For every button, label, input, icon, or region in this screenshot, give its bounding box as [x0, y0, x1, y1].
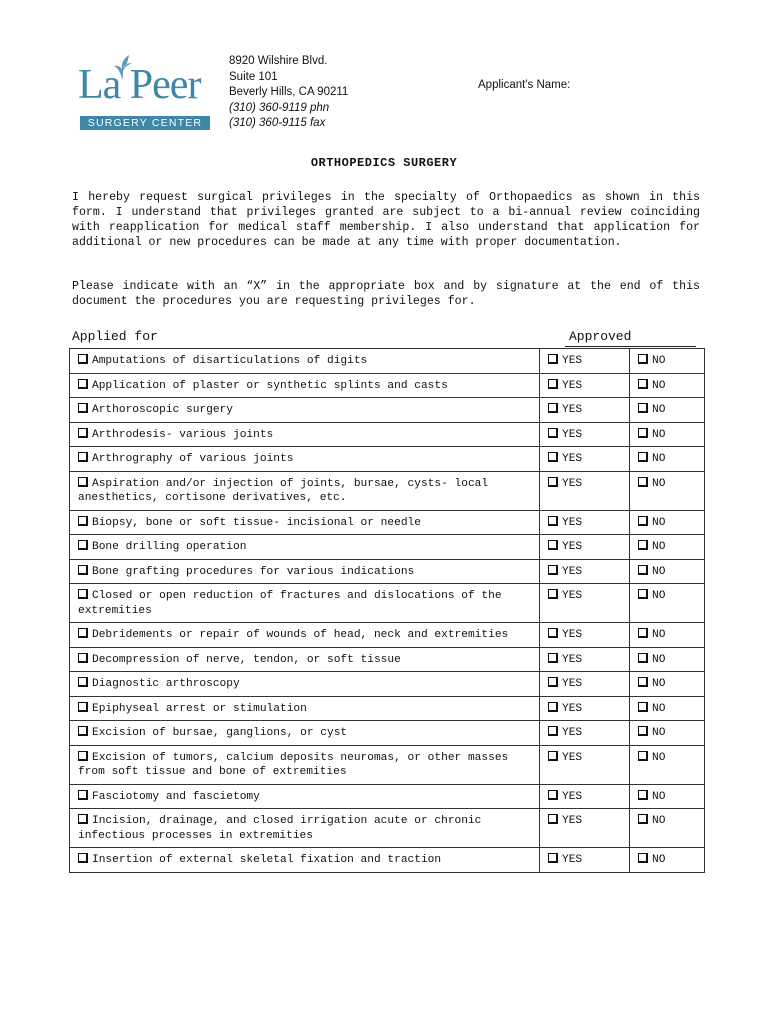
no-label: NO [652, 428, 666, 441]
yes-label: YES [562, 565, 583, 578]
procedure-cell [70, 647, 540, 672]
yes-cell [540, 422, 630, 447]
no-checkbox[interactable] [638, 565, 648, 575]
applied-checkbox[interactable] [78, 354, 88, 364]
procedure-label: Decompression of nerve, tendon, or soft tissue [92, 653, 401, 666]
page-title: ORTHOPEDICS SURGERY [310, 156, 458, 170]
procedure-cell [70, 535, 540, 560]
no-label: NO [652, 653, 666, 666]
yes-checkbox[interactable] [548, 814, 558, 824]
procedure-cell [70, 398, 540, 423]
yes-label: YES [562, 590, 583, 602]
procedure-label: Epiphyseal arrest or stimulation [92, 702, 307, 715]
address-line: Suite 101 [229, 70, 278, 83]
table-row [70, 672, 705, 697]
yes-checkbox[interactable] [548, 540, 558, 550]
applied-checkbox[interactable] [78, 452, 88, 462]
no-cell [630, 721, 705, 746]
no-label: NO [652, 815, 666, 827]
no-label: NO [652, 355, 666, 367]
yes-label: YES [562, 727, 583, 739]
table-row [70, 398, 705, 423]
no-label: NO [652, 477, 666, 490]
no-cell [630, 784, 705, 809]
no-label: NO [652, 541, 666, 553]
no-cell [630, 672, 705, 697]
procedure-label: Excision of bursae, ganglions, or cyst [92, 727, 348, 739]
no-label: NO [652, 790, 666, 803]
yes-cell [540, 784, 630, 809]
procedure-cell [70, 510, 540, 535]
table-row [70, 373, 705, 398]
procedure-cell [70, 809, 540, 848]
yes-cell [540, 848, 630, 873]
applied-checkbox[interactable] [78, 540, 88, 550]
no-label: NO [652, 404, 666, 416]
no-checkbox[interactable] [638, 853, 648, 863]
procedure-cell [70, 784, 540, 809]
yes-label: YES [562, 355, 583, 367]
procedure-cell [70, 745, 540, 784]
no-cell [630, 809, 705, 848]
yes-checkbox[interactable] [548, 751, 558, 761]
procedure-cell [70, 373, 540, 398]
table-row [70, 584, 705, 623]
yes-checkbox[interactable] [548, 653, 558, 663]
address-block [229, 54, 348, 132]
yes-cell [540, 745, 630, 784]
yes-label: YES [562, 379, 583, 392]
yes-cell [540, 584, 630, 623]
procedure-cell [70, 422, 540, 447]
applicant-name-label: Applicant's Name: [478, 79, 571, 91]
no-cell [630, 373, 705, 398]
yes-label: YES [562, 516, 583, 529]
yes-label: YES [562, 477, 583, 490]
no-cell [630, 745, 705, 784]
no-cell [630, 535, 705, 560]
yes-checkbox[interactable] [548, 565, 558, 575]
applied-checkbox[interactable] [78, 653, 88, 663]
applied-checkbox[interactable] [78, 702, 88, 712]
procedure-cell [70, 559, 540, 584]
no-cell [630, 398, 705, 423]
procedure-cell [70, 471, 540, 510]
intro-paragraph: I hereby request surgical privileges in the specialty of Orthopaedics as shown in this form. I understand that privileges granted are subject to a bi-annual review coinciding with reapplication for medical staff membership. I also understand that application for additional or new procedures can be made at any time with proper documentation. [72, 191, 700, 249]
no-label: NO [652, 702, 666, 715]
yes-cell [540, 559, 630, 584]
procedure-cell [70, 623, 540, 648]
no-label: NO [652, 565, 666, 578]
procedure-cell [70, 349, 540, 374]
procedure-label: Arthrodesis- various joints [92, 428, 274, 441]
table-row [70, 559, 705, 584]
yes-cell [540, 647, 630, 672]
no-checkbox[interactable] [638, 751, 648, 761]
procedure-label: Amputations of disarticulations of digits [92, 355, 368, 367]
no-label: NO [652, 629, 666, 641]
yes-checkbox[interactable] [548, 354, 558, 364]
procedure-label: Biopsy, bone or soft tissue- incisional or needle [92, 516, 421, 529]
approved-underline [565, 346, 696, 347]
no-label: NO [652, 379, 666, 392]
table-row [70, 809, 705, 848]
no-checkbox[interactable] [638, 477, 648, 487]
procedure-label: Diagnostic arthroscopy [92, 678, 240, 690]
table-row [70, 510, 705, 535]
procedure-cell [70, 584, 540, 623]
logo-subtitle: SURGERY CENTER [80, 116, 210, 130]
no-checkbox[interactable] [638, 790, 648, 800]
yes-checkbox[interactable] [548, 702, 558, 712]
no-checkbox[interactable] [638, 702, 648, 712]
yes-cell [540, 672, 630, 697]
applied-checkbox[interactable] [78, 814, 88, 824]
procedure-label: Application of plaster or synthetic splints and casts [92, 379, 448, 392]
procedure-cell [70, 848, 540, 873]
applied-checkbox[interactable] [78, 403, 88, 413]
yes-label: YES [562, 653, 583, 666]
procedure-label: Fasciotomy and fascietomy [92, 790, 260, 803]
yes-checkbox[interactable] [548, 628, 558, 638]
procedures-table [69, 348, 705, 873]
no-label: NO [652, 678, 666, 690]
no-checkbox[interactable] [638, 628, 648, 638]
yes-cell [540, 696, 630, 721]
logo-name: La Peer [78, 62, 201, 108]
applied-checkbox[interactable] [78, 726, 88, 736]
applied-checkbox[interactable] [78, 751, 88, 761]
applied-checkbox[interactable] [78, 477, 88, 487]
no-checkbox[interactable] [638, 540, 648, 550]
no-checkbox[interactable] [638, 403, 648, 413]
no-checkbox[interactable] [638, 653, 648, 663]
yes-checkbox[interactable] [548, 726, 558, 736]
address-line: Beverly Hills, CA 90211 [229, 86, 349, 98]
table-row [70, 535, 705, 560]
yes-checkbox[interactable] [548, 516, 558, 526]
yes-cell [540, 535, 630, 560]
yes-label: YES [562, 815, 583, 827]
table-row [70, 696, 705, 721]
logo [78, 54, 213, 132]
yes-label: YES [562, 854, 583, 866]
table-row [70, 349, 705, 374]
yes-label: YES [562, 541, 583, 553]
table-row [70, 745, 705, 784]
yes-checkbox[interactable] [548, 452, 558, 462]
yes-label: YES [562, 428, 583, 441]
no-checkbox[interactable] [638, 589, 648, 599]
phone-number: (310) 360-9119 phn [229, 101, 330, 114]
yes-checkbox[interactable] [548, 677, 558, 687]
no-cell [630, 584, 705, 623]
applied-checkbox[interactable] [78, 428, 88, 438]
no-cell [630, 471, 705, 510]
no-checkbox[interactable] [638, 677, 648, 687]
yes-label: YES [562, 790, 583, 803]
procedure-label: Bone grafting procedures for various indications [92, 565, 415, 578]
procedure-cell [70, 447, 540, 472]
yes-label: YES [562, 702, 583, 715]
no-cell [630, 447, 705, 472]
yes-cell [540, 373, 630, 398]
no-cell [630, 848, 705, 873]
no-cell [630, 510, 705, 535]
procedure-label: Excision of tumors, calcium deposits neuromas, or other masses from soft tissue and bone of extremities [78, 751, 509, 778]
applied-checkbox[interactable] [78, 790, 88, 800]
table-row [70, 848, 705, 873]
yes-cell [540, 398, 630, 423]
fax-number: (310) 360-9115 fax [229, 117, 326, 129]
procedure-label: Arthrography of various joints [92, 453, 294, 465]
no-cell [630, 349, 705, 374]
no-cell [630, 623, 705, 648]
yes-label: YES [562, 404, 583, 416]
yes-checkbox[interactable] [548, 403, 558, 413]
yes-checkbox[interactable] [548, 853, 558, 863]
applied-checkbox[interactable] [78, 628, 88, 638]
instructions-paragraph: Please indicate with an “X” in the appropriate box and by signature at the end of this document the procedures you are requesting privileges for. [72, 280, 700, 308]
address-line: 8920 Wilshire Blvd. [229, 55, 328, 67]
yes-cell [540, 623, 630, 648]
table-row [70, 784, 705, 809]
no-label: NO [652, 727, 666, 739]
yes-cell [540, 721, 630, 746]
applied-checkbox[interactable] [78, 516, 88, 526]
no-cell [630, 422, 705, 447]
no-label: NO [652, 854, 666, 866]
yes-checkbox[interactable] [548, 589, 558, 599]
yes-cell [540, 349, 630, 374]
yes-cell [540, 447, 630, 472]
applied-checkbox[interactable] [78, 677, 88, 687]
no-label: NO [652, 516, 666, 529]
procedure-cell [70, 672, 540, 697]
procedure-label: Arthoroscopic surgery [92, 404, 233, 416]
procedure-label: Closed or open reduction of fractures and dislocations of the extremities [78, 590, 502, 617]
no-checkbox[interactable] [638, 726, 648, 736]
procedure-label: Insertion of external skeletal fixation and traction [92, 854, 442, 866]
yes-label: YES [562, 678, 583, 690]
table-row [70, 471, 705, 510]
yes-checkbox[interactable] [548, 379, 558, 389]
no-checkbox[interactable] [638, 516, 648, 526]
procedure-cell [70, 696, 540, 721]
table-row [70, 422, 705, 447]
no-cell [630, 696, 705, 721]
applied-checkbox[interactable] [78, 565, 88, 575]
applied-checkbox[interactable] [78, 853, 88, 863]
procedure-label: Debridements or repair of wounds of head, neck and extremities [92, 629, 509, 641]
yes-label: YES [562, 629, 583, 641]
procedure-cell [70, 721, 540, 746]
table-row [70, 447, 705, 472]
applied-checkbox[interactable] [78, 379, 88, 389]
yes-label: YES [562, 453, 583, 465]
applied-checkbox[interactable] [78, 589, 88, 599]
yes-cell [540, 510, 630, 535]
table-row [70, 647, 705, 672]
yes-label: YES [562, 751, 583, 764]
no-label: NO [652, 590, 666, 602]
no-label: NO [652, 453, 666, 465]
no-checkbox[interactable] [638, 379, 648, 389]
procedure-label: Aspiration and/or injection of joints, bursae, cysts- local anesthetics, cortisone derivatives, etc. [78, 477, 489, 504]
no-checkbox[interactable] [638, 452, 648, 462]
no-cell [630, 559, 705, 584]
applied-for-header: Applied for [72, 329, 158, 344]
procedure-label: Bone drilling operation [92, 541, 247, 553]
yes-cell [540, 471, 630, 510]
no-checkbox[interactable] [638, 814, 648, 824]
table-row [70, 721, 705, 746]
no-checkbox[interactable] [638, 428, 648, 438]
no-cell [630, 647, 705, 672]
yes-checkbox[interactable] [548, 428, 558, 438]
no-label: NO [652, 751, 666, 764]
no-checkbox[interactable] [638, 354, 648, 364]
table-row [70, 623, 705, 648]
approved-header: Approved [569, 329, 632, 344]
procedure-label: Incision, drainage, and closed irrigation acute or chronic infectious processes in extremities [78, 815, 482, 842]
yes-checkbox[interactable] [548, 790, 558, 800]
yes-checkbox[interactable] [548, 477, 558, 487]
yes-cell [540, 809, 630, 848]
